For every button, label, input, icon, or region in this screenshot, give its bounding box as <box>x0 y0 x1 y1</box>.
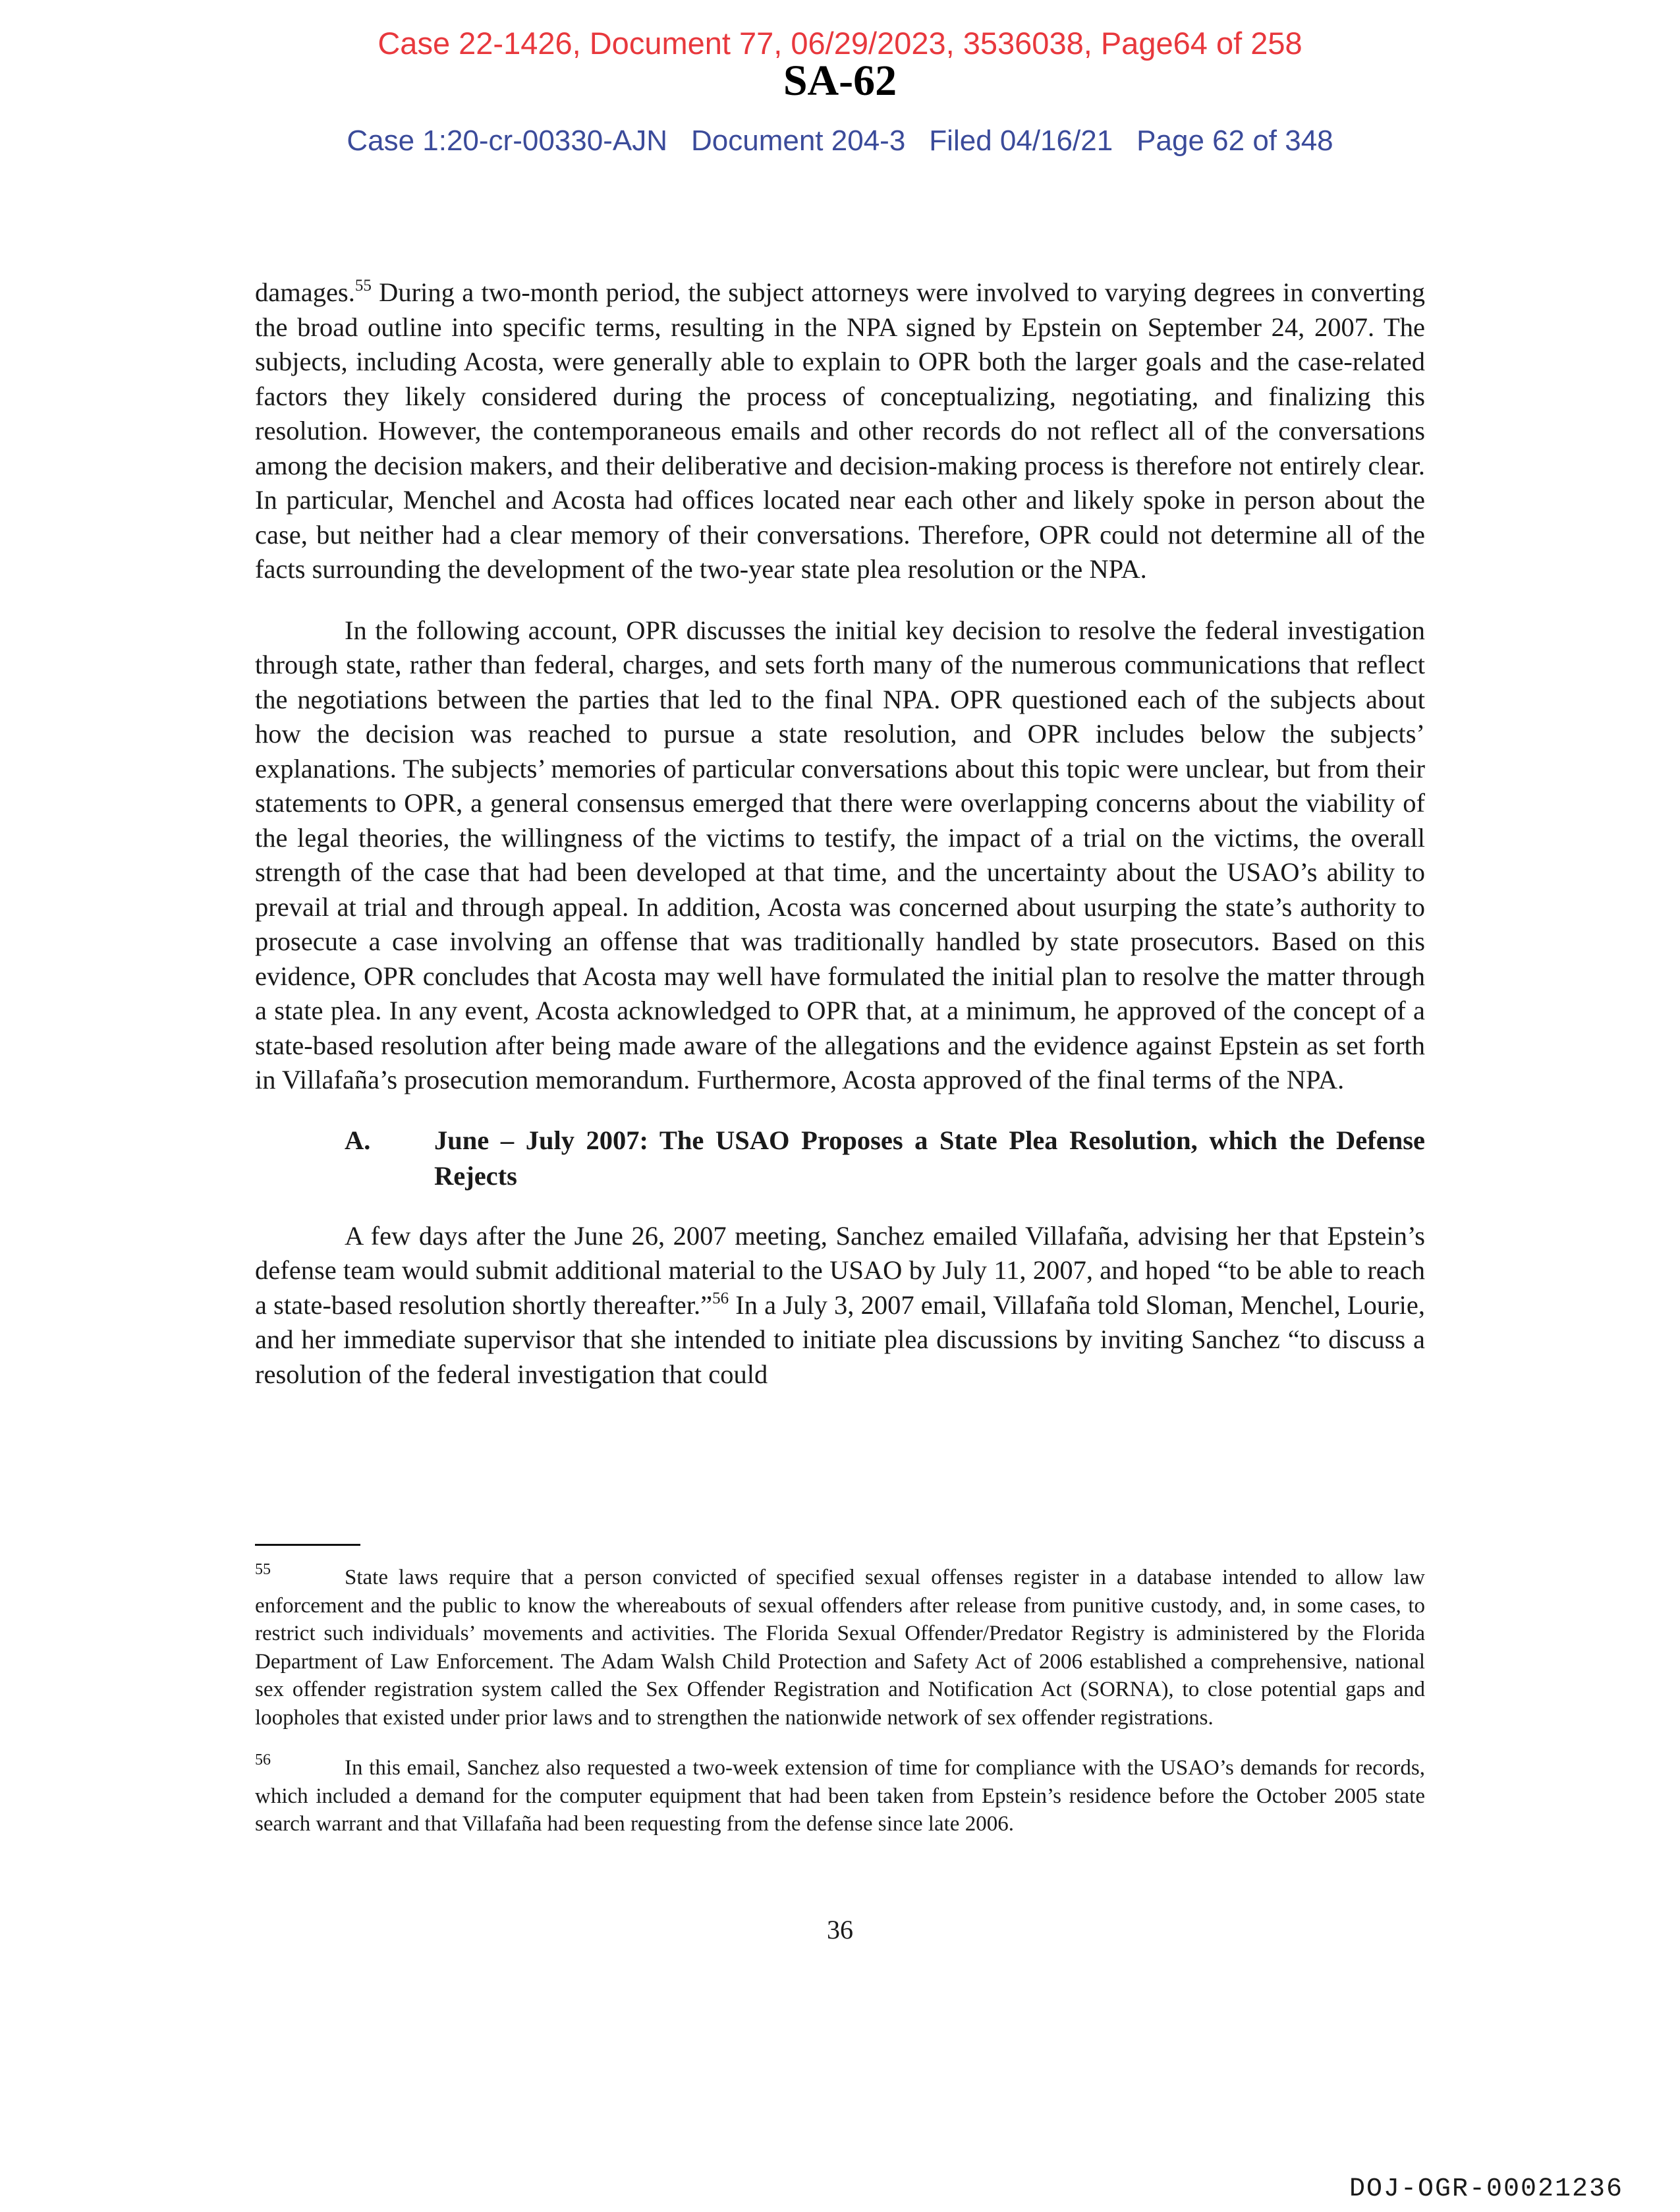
page-number: 36 <box>827 1915 853 1944</box>
footnote-number: 56 <box>255 1751 271 1769</box>
bates-number: DOJ-OGR-00021236 <box>1349 2174 1623 2204</box>
footnote-ref-56[interactable]: 56 <box>712 1289 729 1307</box>
paragraph-few-days-after <box>255 1219 1425 1392</box>
paragraph-damages <box>255 275 1425 587</box>
paragraph-text-after-ref: In a July 3, 2007 email, Villafaña told Sloman, Menchel, Lourie, and her immediate supervisor that she intended to initiate plea discussions by inviting Sanchez “to discuss a resolution of the federal investigation that could <box>255 1290 1426 1389</box>
footnotes <box>255 1561 1425 1838</box>
appendix-page-label: SA-62 <box>783 57 897 105</box>
footnote-number: 55 <box>255 1561 271 1578</box>
appellate-case-stamp: Case 22-1426, Document 77, 06/29/2023, 3536038, Page64 of 258 <box>378 26 1302 61</box>
district-filed-date: Filed 04/16/21 <box>929 125 1113 157</box>
footnote-ref-55[interactable]: 55 <box>354 277 372 295</box>
footnote-separator <box>255 1544 360 1546</box>
main-body <box>255 275 1425 1392</box>
footnote-text: State laws require that a person convicted of specified sexual offenses register in a database intended to allow law enforcement and the public to know the whereabouts of sexual offenders after release from punitive custody, and, in some cases, to restrict such individuals’ movements and activities. The Florida Sexual Offender/Predator Registry is administered by the Florida Department of Law Enforcement. The Adam Walsh Child Protection and Safety Act of 2006 established a comprehensive, national sex offender registration system called the Sex Offender Registration and Notification Act (SORNA), to close potential gaps and loopholes that existed under prior laws and to strengthen the nationwide network of sex offender registrations. <box>255 1566 1425 1730</box>
section-heading <box>255 1123 1425 1194</box>
footnote-text: In this email, Sanchez also requested a two-week extension of time for compliance with the USAO’s demands for records, which included a demand for the computer equipment that had been taken from Epstein’s residence before the October 2005 state search warrant and that Villafaña had been requesting from the defense since late 2006. <box>255 1756 1425 1836</box>
district-page-count: Page 62 of 348 <box>1136 125 1333 157</box>
paragraph-text-before-ref: A few days after the June 26, 2007 meeting, Sanchez emailed Villafaña, advising her that Epstein’s defense team would submit additional material to the USAO by July 11, 2007, and hoped “to be able to reach a state-based resolution shortly thereafter.” <box>255 1220 1425 1320</box>
paragraph-text: During a two-month period, the subject attorneys were involved to varying degrees in converting the broad outline into specific terms, resulting in the NPA signed by Epstein on September 24, 2007. The subjects, including Acosta, were generally able to explain to OPR both the larger goals and the case-related factors they likely considered during the process of conceptualizing, negotiating, and finalizing this resolution. However, the contemporaneous emails and other records do not reflect all of the conversations among the decision makers, and their deliberative and decision-making process is therefore not entirely clear. In particular, Menchel and Acosta had offices located near each other and likely spoke in person about the case, but neither had a clear memory of their conversations. Therefore, OPR could not determine all of the facts surrounding the development of the two-year state plea resolution or the NPA. <box>255 277 1425 584</box>
footnote-56 <box>255 1751 1425 1838</box>
paragraph-following-account: In the following account, OPR discusses the initial key decision to resolve the federal investigation through state, rather than federal, charges, and sets forth many of the numerous communications that reflect the negotiations between the parties that led to the final NPA. OPR questioned each of the subjects about how the decision was reached to pursue a state resolution, and OPR includes below the subjects’ explanations. The subjects’ memories of particular conversations about this topic were unclear, but from their statements to OPR, a general consensus emerged that there were overlapping concerns about the viability of the legal theories, the willingness of the victims to testify, the impact of a trial on the victims, the overall strength of the case that had been developed at that time, and the uncertainty about the USAO’s ability to prevail at trial and through appeal. In addition, Acosta was concerned about usurping the state’s authority to prosecute a case involving an offense that was traditionally handled by state prosecutors. Based on this evidence, OPR concludes that Acosta may well have formulated the initial plan to resolve the matter through a state plea. In any event, Acosta acknowledged to OPR that, at a minimum, he approved of the concept of a state-based resolution after being made aware of the allegations and the evidence against Epstein as set forth in Villafaña’s prosecution memorandum. Furthermore, Acosta approved of the final terms of the NPA. <box>255 615 1425 1094</box>
section-letter: A. <box>345 1125 371 1155</box>
paragraph-lead: damages. <box>255 277 355 307</box>
district-case-stamp <box>0 127 1680 156</box>
district-case-number: Case 1:20-cr-00330-AJN <box>347 125 667 157</box>
footnote-55 <box>255 1561 1425 1732</box>
district-document-number: Document 204-3 <box>691 125 906 157</box>
section-title: June – July 2007: The USAO Proposes a State Plea Resolution, which the Defense Rejects <box>434 1125 1425 1191</box>
